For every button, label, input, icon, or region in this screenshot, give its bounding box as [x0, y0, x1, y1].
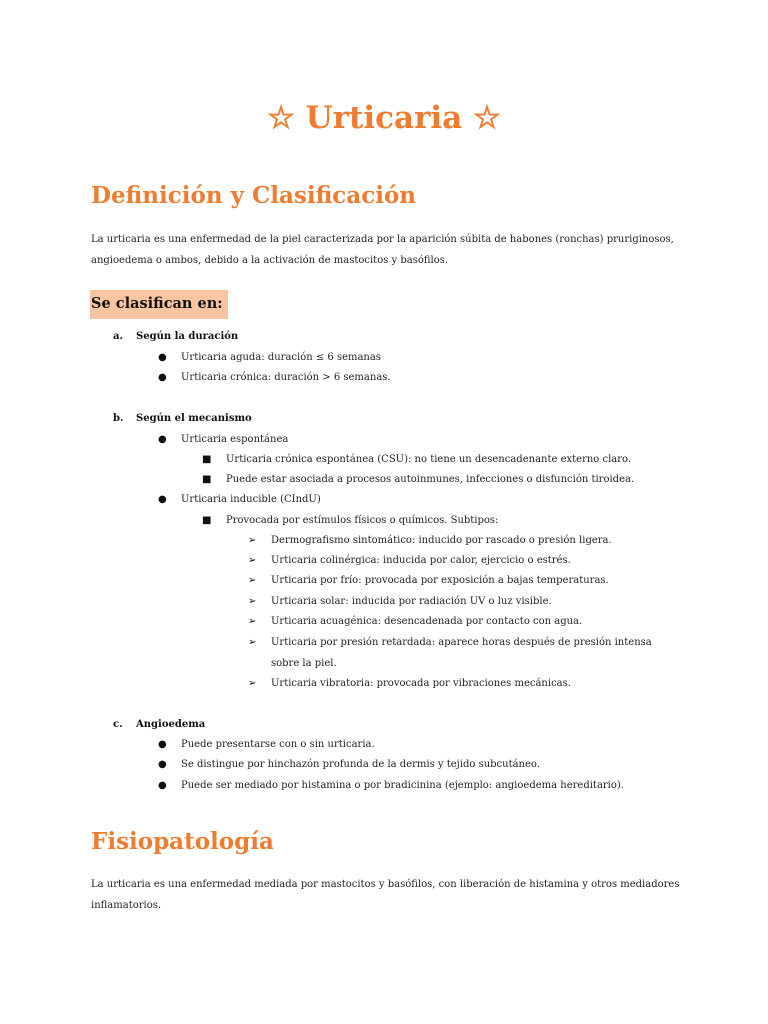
list-marker-c: c.	[113, 719, 123, 730]
bullet-icon: ●	[158, 759, 167, 770]
list-marker-a: a.	[113, 331, 123, 342]
document-title: ☆ Urticaria ☆	[267, 100, 501, 136]
arrow-bullet-icon: ➢	[248, 616, 257, 627]
square-bullet-icon: ■	[202, 454, 212, 465]
arrow-bullet-icon: ➢	[248, 555, 257, 566]
list-item: Urticaria espontánea	[181, 434, 289, 445]
arrow-bullet-icon: ➢	[248, 596, 257, 607]
bullet-icon: ●	[158, 352, 167, 363]
list-item: Puede ser mediado por histamina o por bradicinina (ejemplo: angioedema hereditario).	[181, 780, 624, 791]
section-heading-definicion: Definición y Clasificación	[91, 182, 417, 209]
group-label-mecanismo: Según el mecanismo	[136, 413, 252, 424]
list-item: Urticaria aguda: duración ≤ 6 semanas	[181, 352, 381, 363]
arrow-bullet-icon: ➢	[248, 678, 257, 689]
list-item: Urticaria acuagénica: desencadenada por contacto con agua.	[271, 616, 583, 627]
list-item: Dermografismo sintomático: inducido por rascado o presión ligera.	[271, 535, 612, 546]
bullet-icon: ●	[158, 780, 167, 791]
bullet-icon: ●	[158, 494, 167, 505]
list-item: Urticaria vibratoria: provocada por vibraciones mecánicas.	[271, 678, 571, 689]
fisiopatologia-paragraph: La urticaria es una enfermedad mediada por mastocitos y basófilos, con liberación de histamina y otros mediadores inflamatorios.	[91, 879, 680, 911]
arrow-bullet-icon: ➢	[248, 535, 257, 546]
list-item: Urticaria por frío: provocada por exposición a bajas temperaturas.	[271, 575, 609, 586]
definition-paragraph: La urticaria es una enfermedad de la piel caracterizada por la aparición súbita de habones (ronchas) pruriginosos, angioedema o ambos, debido a la activación de mastocitos y basófilos.	[91, 234, 674, 266]
square-bullet-icon: ■	[202, 515, 212, 526]
list-item: Urticaria por presión retardada: aparece horas después de presión intensa sobre la piel.	[271, 637, 652, 669]
list-item: Urticaria solar: inducida por radiación UV o luz visible.	[271, 596, 552, 607]
section-heading-fisiopatologia: Fisiopatología	[91, 828, 274, 855]
list-item: Urticaria crónica: duración > 6 semanas.	[181, 372, 391, 383]
list-item: Urticaria colinérgica: inducida por calor, ejercicio o estrés.	[271, 555, 571, 566]
bullet-icon: ●	[158, 372, 167, 383]
arrow-bullet-icon: ➢	[248, 575, 257, 586]
bullet-icon: ●	[158, 434, 167, 445]
arrow-bullet-icon: ➢	[248, 637, 257, 648]
group-label-duracion: Según la duración	[136, 331, 239, 342]
list-item: Puede presentarse con o sin urticaria.	[181, 739, 375, 750]
bullet-icon: ●	[158, 739, 167, 750]
list-item: Urticaria crónica espontánea (CSU): no tiene un desencadenante externo claro.	[226, 454, 632, 465]
list-item: Provocada por estímulos físicos o químicos. Subtipos:	[226, 515, 499, 526]
list-item: Se distingue por hinchazón profunda de la dermis y tejido subcutáneo.	[181, 759, 540, 770]
list-marker-b: b.	[113, 413, 124, 424]
square-bullet-icon: ■	[202, 474, 212, 485]
list-item: Urticaria inducible (CIndU)	[181, 494, 321, 505]
list-item: Puede estar asociada a procesos autoinmunes, infecciones o disfunción tiroidea.	[226, 474, 635, 485]
group-label-angioedema: Angioedema	[136, 719, 206, 730]
highlighted-subheading: Se clasifican en:	[90, 290, 228, 319]
